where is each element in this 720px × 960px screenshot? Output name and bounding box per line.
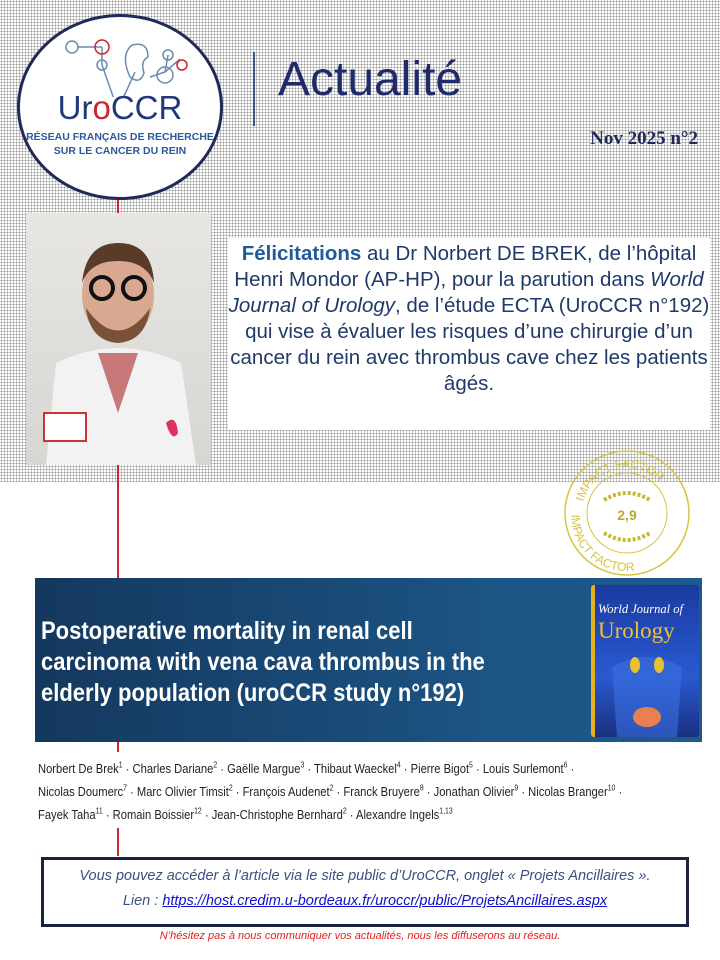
uroccr-logo [17,14,223,200]
issue-number: Nov 2025 n°2 [590,128,698,149]
author-list: Norbert De Brek$^1$ · Charles Dariane$^2$ · Gaëlle Margue$^3$ · Thibaut Waeckel$^4$ · Pierre Bigot$^5$ · Louis Surlemont$^6$ · Nicolas Doumerc$^7$ · Marc Olivier Timsit$^2$ · François Audenet$^2$ · Franck Bruyere$^8$ · Jonathan Olivier$^9$ · Nicolas Branger$^{10}$ · Fayek Taha$^{11}$ · Romain Boissier$^{12}$ · Jean-Christophe Bernhard$^2$ · Alexandre Ingels$^{1,13}$ [38,761,623,822]
access-info-box [41,857,689,927]
author: Thibaut Waeckel$^4$ [314,761,401,777]
logo-tagline: RÉSEAU FRANÇAIS DE RECHERCHE [26,131,214,143]
author: Norbert De Brek$^1$ [38,761,123,777]
journal-cover [591,585,699,737]
timeline-line [117,828,119,856]
access-text: Vous pouvez accéder à l’article via le site public d’UroCCR, onglet « Projets Ancillaires ». [79,868,651,884]
author: Gaëlle Margue$^3$ [227,761,305,777]
impact-factor-value: 2,9 [617,507,637,523]
author: Louis Surlemont$^6$ [482,761,568,777]
author: Jonathan Olivier$^9$ [433,783,519,800]
cover-title: Urology [598,618,675,643]
anatomy-illustration [597,647,697,737]
author: Alexandre Ingels$^{1,13}$ [355,806,453,822]
author: Franck Bruyere$^8$ [343,783,424,800]
author: Marc Olivier Timsit$^2$ [136,783,233,800]
article-link[interactable]: https://host.credim.u-bordeaux.fr/uroccr/public/ProjetsAncillaires.aspx [162,893,608,909]
page-title: Actualité [278,53,463,106]
impact-factor-seal [562,448,692,578]
author: Nicolas Branger$^{10}$ [528,783,616,800]
author: Romain Boissier$^{12}$ [112,806,202,822]
title-divider [253,52,255,126]
congratulations-message: Félicitations au Dr Norbert DE BREK, de l’hôpital Henri Mondor (AP-HP), pour la parution dans World Journal of Urology, de l’étude ECTA (UroCCR n°192) qui vise à évaluer les risques d’une chirurgie d’un cancer du rein avec thrombus cave chez les patients âgés. [228,238,710,430]
svg-text:IMPACT FACTOR: IMPACT FACTOR [572,456,668,503]
portrait-illustration [26,213,211,465]
author: Charles Dariane$^2$ [132,761,218,777]
timeline-line [117,198,119,214]
cover-title: World Journal of [598,602,683,616]
article-title: Postoperative mortality in renal cell carcinoma with vena cava thrombus in the elderly population (uroCCR study n°192) [41,617,485,707]
link-label: Lien : [122,893,163,909]
svg-text:IMPACT FACTOR: IMPACT FACTOR [568,514,635,575]
author: François Audenet$^2$ [242,783,334,800]
author: Fayek Taha$^{11}$ [38,806,103,822]
timeline-line [117,465,119,580]
author: Nicolas Doumerc$^7$ [38,783,127,800]
footer-note: N’hésitez pas à nous communiquer vos actualités, nous les diffuserons au réseau. [159,930,561,942]
logo-tagline: SUR LE CANCER DU REIN [53,145,187,157]
logo-name: UroCCR [57,89,183,126]
timeline-line [117,742,119,752]
author: Jean-Christophe Bernhard$^2$ [211,806,347,822]
author: Pierre Bigot$^5$ [410,761,473,777]
author-photo [26,213,211,465]
molecule-kidney-icon [20,17,220,97]
